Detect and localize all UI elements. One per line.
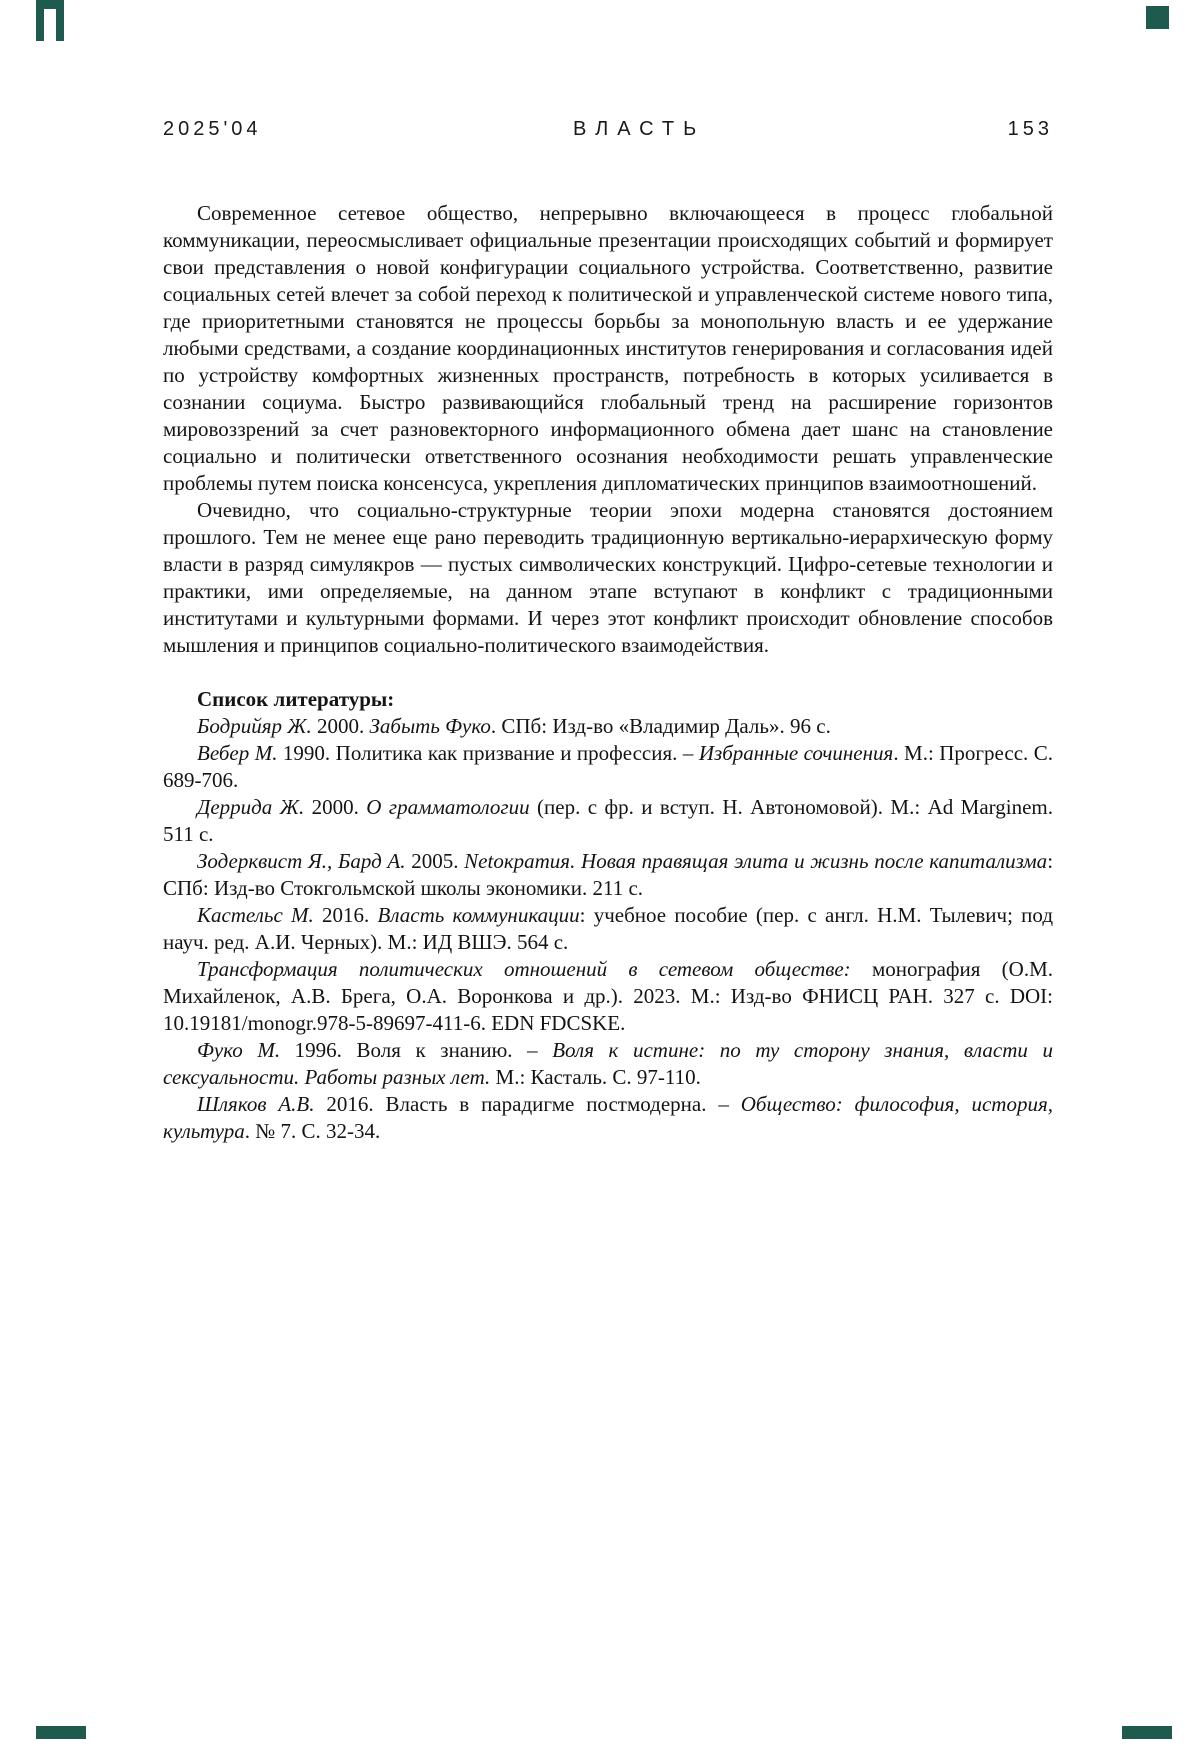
body-paragraph-1: Современное сетевое общество, непрерывно включающееся в процесс глобальной коммуникации, переосмысливает официальные презентации происходящих событий и формирует свои представления о новой конфигурации социального устройства. Соответственно, развитие социальных сетей влечет за собой переход к политической и управленческой системе нового типа, где приоритетными становятся не процессы борьбы за монопольную власть и ее удержание любыми средствами, а создание координационных институтов генерирования и согласования идей по устройству комфортных жизненных пространств, потребность в которых усиливается в сознании социума. Быстро развивающийся глобальный тренд на расширение горизонтов мировоззрений за счет разновекторного информационного обмена дает шанс на становление социально и политически ответственного осознания необходимости решать управленческие проблемы путем поиска консенсуса, укрепления дипломатических принципов взаимоотношений.: [163, 201, 1053, 495]
reference-entry: Шляков А.В. 2016. Власть в парадигме постмодерна. – Общество: философия, история, культура. № 7. С. 32-34.: [163, 1092, 1053, 1143]
journal-title: ВЛАСТЬ: [572, 118, 706, 140]
reference-entry: Вебер М. 1990. Политика как призвание и профессия. – Избранные сочинения. М.: Прогресс. С. 689-706.: [163, 741, 1053, 792]
crop-mark-bottom-left-icon: [36, 1726, 86, 1739]
reference-entry: Зодерквист Я., Бард А. 2005. Netократия. Новая правящая элита и жизнь после капитализма: СПб: Изд-во Стокгольмской школы экономики. 211 с.: [163, 849, 1054, 900]
body-paragraph-2: Очевидно, что социально-структурные теории эпохи модерна становятся достоянием прошлого. Тем не менее еще рано переводить традиционную вертикально-иерархическую форму власти в разряд симулякров — пустых символических конструкций. Цифро-сетевые технологии и практики, ими определяемые, на данном этапе вступают в конфликт с традиционными институтами и культурными формами. И через этот конфликт происходит обновление способов мышления и принципов социально-политического взаимодействия.: [163, 498, 1053, 657]
reference-entry: Бодрийяр Ж. 2000. Забыть Фуко. СПб: Изд-во «Владимир Даль». 96 с.: [197, 714, 831, 738]
reference-entry: Трансформация политических отношений в сетевом обществе: монография (О.М. Михайленок, А.В. Брега, О.А. Воронкова и др.). 2023. М.: Изд-во ФНИСЦ РАН. 327 с. DOI: 10.19181/monogr.978-5-89697-411-6. EDN FDCSKE.: [163, 957, 1054, 1035]
reference-entry: Деррида Ж. 2000. О грамматологии (пер. с фр. и вступ. Н. Автономовой). М.: Ad Marginem. 511 с.: [163, 795, 1053, 846]
reference-entry: Кастельс М. 2016. Власть коммуникации: учебное пособие (пер. с англ. Н.М. Тылевич; под науч. ред. А.И. Черных). М.: ИД ВШЭ. 564 с.: [163, 903, 1054, 954]
issue-number: 2025'04: [163, 118, 262, 140]
references-heading: Список литературы:: [197, 687, 395, 711]
references-list: [163, 713, 1053, 1145]
reference-entry: Фуко М. 1996. Воля к знанию. – Воля к истине: по ту сторону знания, власти и сексуальности. Работы разных лет. М.: Касталь. С. 97-110.: [163, 1038, 1053, 1089]
article-text-column: [163, 200, 1053, 1145]
crop-mark-bottom-right-icon: [1122, 1726, 1172, 1739]
crop-mark-top-right-icon: [1146, 6, 1169, 29]
page-number: 153: [1007, 118, 1053, 140]
running-head: [163, 118, 1053, 141]
crop-mark-top-left-icon: [36, 0, 64, 41]
